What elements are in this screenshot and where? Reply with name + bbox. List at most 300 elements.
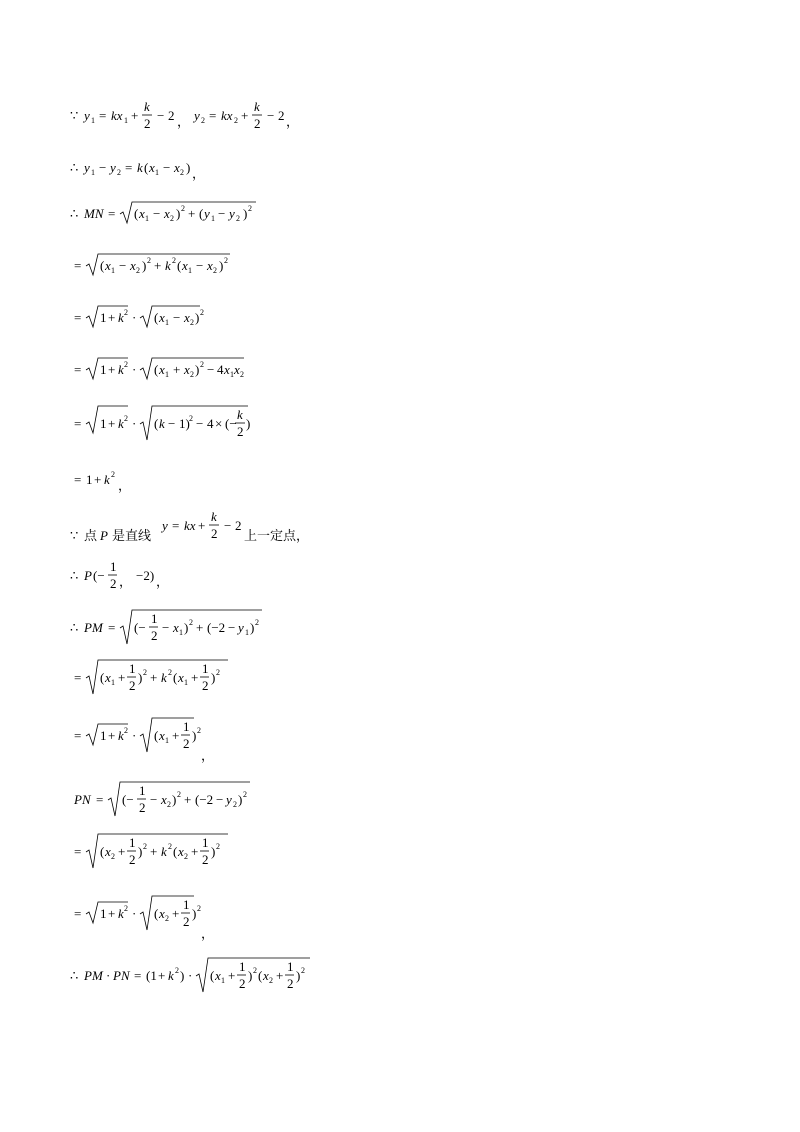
svg-text:+: + [172,728,180,743]
svg-text:+: + [241,108,249,123]
svg-text:(−: (− [122,792,134,807]
svg-text:): ) [195,362,200,377]
svg-text:=: = [172,518,180,533]
equation-line-11 [68,606,368,646]
svg-text:+: + [108,416,116,431]
svg-text:): ) [248,968,253,983]
svg-text:1: 1 [287,959,294,974]
svg-text:(: ( [100,844,105,859]
svg-text:=: = [125,160,133,175]
svg-text:): ) [176,206,181,221]
svg-text:y: y [229,206,235,221]
equation-line-16 [68,892,368,941]
svg-text:k: k [168,968,174,983]
svg-text:P: P [100,528,108,543]
svg-text:1: 1 [245,628,249,637]
text-fixed-point: 上一定点， [244,529,310,544]
svg-text:−: − [267,108,275,123]
svg-text:2: 2 [175,966,179,975]
svg-text:1): 1) [179,416,190,431]
svg-text:2: 2 [200,308,204,317]
svg-text:(−: (− [225,416,237,431]
svg-text:(: ( [177,258,182,273]
svg-text:2: 2 [129,678,136,693]
svg-text:): ) [246,416,251,431]
svg-text:+: + [118,670,126,685]
svg-text:，: ， [118,478,132,493]
svg-text:k: k [254,99,260,114]
svg-text:2: 2 [202,678,209,693]
svg-text:): ) [195,310,200,325]
svg-text:k: k [104,472,110,487]
svg-text:·: · [106,968,111,983]
svg-text:+: + [108,310,116,325]
svg-text:2: 2 [172,256,176,265]
svg-text:x: x [178,844,184,859]
svg-text:−: − [196,416,204,431]
svg-text:): ) [243,206,248,221]
svg-text:kx: kx [221,108,233,123]
svg-text:y: y [84,160,90,175]
svg-text:2: 2 [211,526,218,541]
svg-text:=: = [74,416,82,431]
svg-text:1: 1 [230,370,234,379]
svg-text:2: 2 [110,576,117,591]
svg-text:x: x [184,362,190,377]
svg-text:2: 2 [197,726,201,735]
svg-text:+: + [150,670,158,685]
svg-text:−: − [173,310,181,325]
svg-text:2: 2 [202,852,209,867]
svg-text:=: = [209,108,217,123]
svg-text:2: 2 [269,976,273,985]
svg-text:k: k [118,416,124,431]
svg-text:2: 2 [189,414,193,423]
svg-text:(: ( [154,310,159,325]
svg-text:k: k [137,160,143,175]
svg-text:+: + [191,670,199,685]
svg-text:+: + [191,844,199,859]
svg-text:(: ( [258,968,263,983]
svg-text:1: 1 [86,472,93,487]
svg-text:k: k [118,728,124,743]
svg-text:k: k [118,906,124,921]
svg-text:PN: PN [74,792,91,807]
svg-text:=: = [108,206,116,221]
svg-text:−2): −2) [136,568,155,583]
svg-text:，: ， [286,114,300,129]
svg-text:−: − [163,160,171,175]
svg-text:2: 2 [136,266,140,275]
svg-text:x: x [178,670,184,685]
svg-text:+: + [198,518,206,533]
svg-text:+: + [150,844,158,859]
text-is-line: 是直线 [112,529,152,544]
svg-text:): ) [211,670,216,685]
svg-text:): ) [192,906,197,921]
equation-line-7 [68,402,368,442]
svg-text:y: y [204,206,210,221]
equation-line-14 [68,778,368,818]
svg-text:): ) [250,620,255,635]
svg-text:x: x [161,792,167,807]
svg-text:2: 2 [168,842,172,851]
svg-text:+: + [154,258,162,273]
svg-text:×: × [215,416,223,431]
svg-text:−: − [218,206,226,221]
svg-text:x: x [139,206,145,221]
svg-text:2: 2 [216,842,220,851]
svg-text:=: = [74,670,82,685]
svg-text:y: y [110,160,116,175]
svg-text:，: ， [177,114,191,129]
svg-text:2: 2 [201,116,205,125]
svg-text:2: 2 [165,914,169,923]
svg-text:−: − [153,206,161,221]
svg-text:): ) [238,792,243,807]
svg-text:x: x [173,620,179,635]
svg-text:x: x [130,258,136,273]
svg-text:k: k [211,509,217,524]
svg-text:x: x [105,670,111,685]
svg-text:·: · [132,728,137,743]
svg-text:1: 1 [165,370,169,379]
svg-text:x: x [159,906,165,921]
equation-line-13 [68,714,368,763]
svg-text:): ) [172,792,177,807]
svg-text:PN: PN [113,968,130,983]
svg-text:+: + [118,844,126,859]
svg-text:−: − [228,620,236,635]
svg-text:2: 2 [181,204,185,213]
svg-text:=: = [108,620,116,635]
equation-line-1 [68,98,368,138]
svg-text:y: y [194,108,200,123]
svg-text:x: x [149,160,155,175]
svg-text:+: + [196,620,204,635]
svg-text:1: 1 [110,559,117,574]
svg-text:2: 2 [233,800,237,809]
svg-text:−: − [168,416,176,431]
svg-text:=: = [99,108,107,123]
svg-text:(−2: (−2 [207,620,226,635]
equation-line-12 [68,656,368,696]
svg-text:k: k [159,416,165,431]
svg-text:2: 2 [177,790,181,799]
svg-text:+: + [228,968,236,983]
svg-text:=: = [74,728,82,743]
svg-text:P: P [84,568,92,583]
svg-text:x: x [159,728,165,743]
svg-text:2: 2 [124,414,128,423]
svg-text:k: k [237,407,243,422]
svg-text:2: 2 [139,800,146,815]
svg-text:，: ， [192,166,206,181]
svg-text:+: + [108,906,116,921]
svg-text:(: ( [154,362,159,377]
svg-text:k: k [144,99,150,114]
svg-text:2: 2 [183,914,190,929]
svg-text:−: − [99,160,107,175]
svg-text:2: 2 [124,360,128,369]
svg-text:∴: ∴ [70,620,79,635]
svg-text:kx: kx [184,518,196,533]
svg-text:∵: ∵ [70,108,79,123]
svg-text:x: x [174,160,180,175]
svg-text:1: 1 [184,678,188,687]
svg-text:2: 2 [213,266,217,275]
svg-text:+: + [131,108,139,123]
svg-text:1: 1 [183,897,190,912]
svg-text:x: x [159,362,165,377]
svg-text:2: 2 [243,790,247,799]
svg-text:+: + [158,968,166,983]
text-point: 点 [84,529,98,544]
svg-text:2: 2 [239,976,246,991]
svg-text:(−: (− [93,568,105,583]
svg-text:2: 2 [151,628,158,643]
svg-text:=: = [74,362,82,377]
svg-text:2: 2 [189,618,193,627]
svg-text:2: 2 [143,842,147,851]
svg-text:2: 2 [124,726,128,735]
svg-text:(: ( [154,906,159,921]
svg-text:2: 2 [144,116,151,131]
svg-text:x: x [105,258,111,273]
svg-text:+: + [184,792,192,807]
equation-line-2 [68,152,368,192]
svg-text:1: 1 [91,168,95,177]
svg-text:1: 1 [139,783,146,798]
svg-text:2: 2 [190,370,194,379]
svg-text:，: ， [201,748,215,763]
svg-text:∵: ∵ [70,528,79,543]
svg-text:2: 2 [111,852,115,861]
svg-text:2: 2 [200,360,204,369]
svg-text:1: 1 [91,116,95,125]
svg-text:+: + [173,362,181,377]
svg-text:(: ( [144,160,149,175]
svg-text:y: y [162,518,168,533]
svg-text:=: = [74,906,82,921]
svg-text:2: 2 [301,966,305,975]
svg-text:1: 1 [100,728,107,743]
svg-text:2: 2 [253,966,257,975]
svg-text:x: x [164,206,170,221]
svg-text:=: = [134,968,142,983]
svg-text:k: k [165,258,171,273]
svg-text:∴: ∴ [70,160,79,175]
svg-text:k: k [161,670,167,685]
svg-text:2: 2 [216,668,220,677]
svg-text:2: 2 [111,470,115,479]
svg-text:1: 1 [129,835,136,850]
equation-line-5 [68,300,368,340]
svg-text:1: 1 [239,959,246,974]
svg-text:1: 1 [202,661,209,676]
svg-text:1: 1 [165,736,169,745]
svg-text:∴: ∴ [70,968,79,983]
svg-text:4: 4 [207,416,214,431]
svg-text:2: 2 [255,618,259,627]
equation-line-10 [68,556,268,596]
svg-text:2: 2 [124,904,128,913]
svg-text:1: 1 [129,661,136,676]
equation-line-6 [68,352,368,392]
equation-line-8 [68,464,268,504]
svg-text:1: 1 [202,835,209,850]
svg-text:(: ( [134,206,139,221]
svg-text:2: 2 [236,214,240,223]
svg-text:x: x [263,968,269,983]
equation-line-17 [68,952,408,992]
svg-text:2: 2 [254,116,261,131]
svg-text:∴: ∴ [70,206,79,221]
svg-text:2: 2 [124,308,128,317]
svg-text:2: 2 [287,976,294,991]
svg-text:): ) [180,968,185,983]
svg-text:2: 2 [248,204,252,213]
svg-text:y: y [226,792,232,807]
svg-text:1: 1 [100,362,107,377]
svg-text:−: − [224,518,232,533]
svg-text:+: + [276,968,284,983]
svg-text:(: ( [173,844,178,859]
svg-text:2: 2 [190,318,194,327]
equation-line-15 [68,830,368,870]
svg-text:−: − [157,108,165,123]
svg-text:2: 2 [147,256,151,265]
svg-text:): ) [184,620,189,635]
svg-text:k: k [161,844,167,859]
svg-text:，: ， [156,574,170,589]
svg-text:(: ( [199,206,204,221]
svg-text:1: 1 [124,116,128,125]
svg-text:(−: (− [134,620,146,635]
svg-text:2: 2 [235,518,242,533]
svg-text:2: 2 [170,214,174,223]
svg-text:∴: ∴ [70,568,79,583]
svg-text:+: + [94,472,102,487]
svg-text:): ) [186,160,191,175]
svg-text:，: ， [201,926,215,941]
svg-text:−: − [119,258,127,273]
svg-text:1: 1 [165,318,169,327]
svg-text:(: ( [210,968,215,983]
svg-text:x: x [159,310,165,325]
svg-text:k: k [118,310,124,325]
svg-text:1: 1 [179,628,183,637]
svg-text:y: y [238,620,244,635]
svg-text:1: 1 [100,310,107,325]
svg-text:): ) [142,258,147,273]
svg-text:): ) [138,670,143,685]
svg-text:1: 1 [221,976,225,985]
svg-text:−: − [196,258,204,273]
svg-text:(−2: (−2 [195,792,214,807]
svg-text:·: · [132,906,137,921]
svg-text:=: = [74,472,82,487]
svg-text:1: 1 [211,214,215,223]
svg-text:−: − [216,792,224,807]
svg-text:2: 2 [168,108,175,123]
svg-text:1: 1 [145,214,149,223]
svg-text:2: 2 [224,256,228,265]
svg-text:−: − [207,362,215,377]
svg-text:x: x [234,362,240,377]
svg-text:2: 2 [183,736,190,751]
svg-text:x: x [207,258,213,273]
svg-text:PM: PM [84,968,103,983]
svg-text:=: = [74,258,82,273]
svg-text:): ) [138,844,143,859]
svg-text:1: 1 [151,611,158,626]
svg-text:=: = [74,310,82,325]
svg-text:4: 4 [217,362,224,377]
svg-text:x: x [215,968,221,983]
svg-text:2: 2 [234,116,238,125]
svg-text:·: · [132,310,137,325]
svg-text:): ) [211,844,216,859]
svg-text:·: · [132,416,137,431]
svg-text:(: ( [154,416,159,431]
equation-line-3 [68,196,368,236]
svg-text:): ) [219,258,224,273]
svg-text:1: 1 [111,266,115,275]
svg-text:+: + [108,728,116,743]
svg-text:−: − [150,792,158,807]
svg-text:2: 2 [237,424,244,439]
svg-text:2: 2 [240,370,244,379]
svg-text:1: 1 [111,678,115,687]
svg-text:2: 2 [129,852,136,867]
svg-text:(: ( [100,258,105,273]
svg-text:2: 2 [184,852,188,861]
svg-text:): ) [296,968,301,983]
svg-text:x: x [182,258,188,273]
svg-text:2: 2 [117,168,121,177]
svg-text:−: − [162,620,170,635]
svg-text:k: k [118,362,124,377]
svg-text:x: x [105,844,111,859]
svg-text:kx: kx [111,108,123,123]
svg-text:·: · [188,968,193,983]
svg-text:y: y [84,108,90,123]
svg-text:1: 1 [183,719,190,734]
svg-text:2: 2 [167,800,171,809]
svg-text:(1: (1 [146,968,157,983]
equation-line-9 [68,510,388,550]
svg-text:=: = [74,844,82,859]
svg-text:2: 2 [197,904,201,913]
svg-text:+: + [172,906,180,921]
svg-text:1: 1 [100,906,107,921]
svg-text:(: ( [173,670,178,685]
svg-text:，: ， [119,574,133,589]
svg-text:1: 1 [100,416,107,431]
svg-text:): ) [192,728,197,743]
svg-text:1: 1 [188,266,192,275]
svg-text:MN: MN [84,206,104,221]
svg-text:PM: PM [84,620,103,635]
svg-text:1: 1 [155,168,159,177]
svg-text:2: 2 [168,668,172,677]
svg-text:(: ( [154,728,159,743]
svg-text:(: ( [100,670,105,685]
svg-text:+: + [108,362,116,377]
svg-text:x: x [224,362,230,377]
svg-text:+: + [188,206,196,221]
